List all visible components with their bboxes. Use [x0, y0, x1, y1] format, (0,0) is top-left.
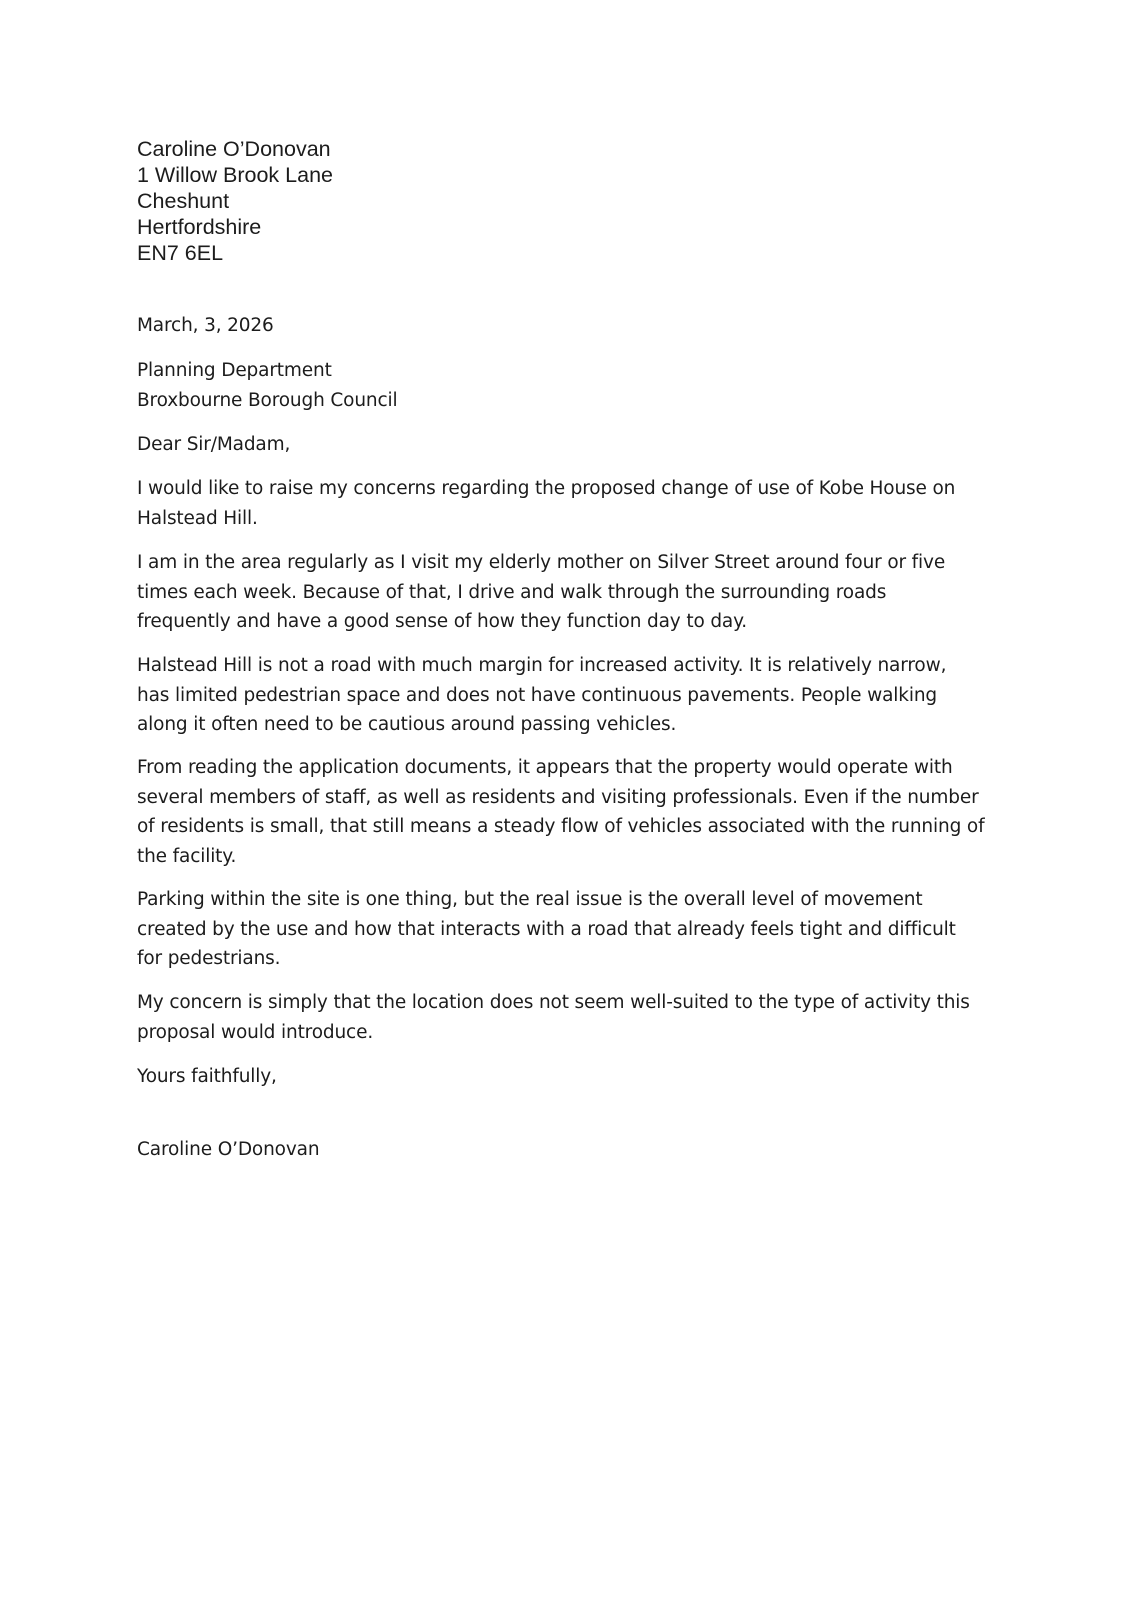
salutation	[137, 430, 1007, 460]
paragraph-2	[137, 548, 1007, 637]
paragraph-line: has limited pedestrian space and does not have continuous pavements. People walking	[137, 684, 937, 706]
sender-town: Cheshunt	[137, 189, 230, 213]
recipient-department: Planning Department	[137, 360, 332, 381]
paragraph-line: Halstead Hill.	[137, 507, 258, 529]
paragraph-line: proposal would introduce.	[137, 1021, 374, 1043]
closing	[137, 1062, 1007, 1092]
signature	[137, 1135, 1007, 1165]
paragraph-line: Halstead Hill is not a road with much margin for increased activity. It is relatively narrow,	[137, 655, 947, 676]
paragraph-line: of residents is small, that still means a steady flow of vehicles associated with the running of	[137, 816, 985, 837]
paragraph-line: I am in the area regularly as I visit my elderly mother on Silver Street around four or five	[137, 552, 946, 573]
paragraph-line: for pedestrians.	[137, 948, 281, 969]
recipient-organisation: Broxbourne Borough Council	[137, 389, 398, 411]
paragraph-6	[137, 988, 1007, 1047]
sender-name: Caroline O’Donovan	[137, 137, 331, 161]
paragraph-line: the facility.	[137, 845, 237, 867]
paragraph-line: frequently and have a good sense of how they function day to day.	[137, 611, 748, 632]
paragraph-line: Parking within the site is one thing, but the real issue is the overall level of movement	[137, 889, 923, 910]
letter-date	[137, 311, 1007, 341]
paragraph-line: My concern is simply that the location does not seem well-suited to the type of activity this	[137, 992, 970, 1013]
date-text: March, 3, 2026	[137, 315, 274, 336]
salutation-text: Dear Sir/Madam,	[137, 434, 291, 455]
paragraph-line: From reading the application documents, it appears that the property would operate with	[137, 757, 953, 778]
paragraph-line: times each week. Because of that, I drive and walk through the surrounding roads	[137, 581, 887, 603]
signature-name: Caroline O’Donovan	[137, 1139, 320, 1160]
paragraph-1	[137, 474, 1007, 533]
paragraph-3	[137, 651, 1007, 740]
sender-address-block	[137, 136, 333, 266]
recipient-block	[137, 356, 1007, 415]
paragraph-line: I would like to raise my concerns regarding the proposed change of use of Kobe House on	[137, 478, 956, 499]
paragraph-4	[137, 753, 1007, 871]
paragraph-line: several members of staff, as well as residents and visiting professionals. Even if the number	[137, 786, 979, 808]
paragraph-5	[137, 885, 1007, 974]
paragraph-line: created by the use and how that interacts with a road that already feels tight and difficult	[137, 918, 956, 940]
sender-county: Hertfordshire	[137, 215, 262, 239]
sender-postcode: EN7 6EL	[137, 241, 224, 265]
closing-text: Yours faithfully,	[137, 1066, 277, 1087]
sender-address-line: 1 Willow Brook Lane	[137, 163, 333, 187]
paragraph-line: along it often need to be cautious around passing vehicles.	[137, 714, 677, 735]
